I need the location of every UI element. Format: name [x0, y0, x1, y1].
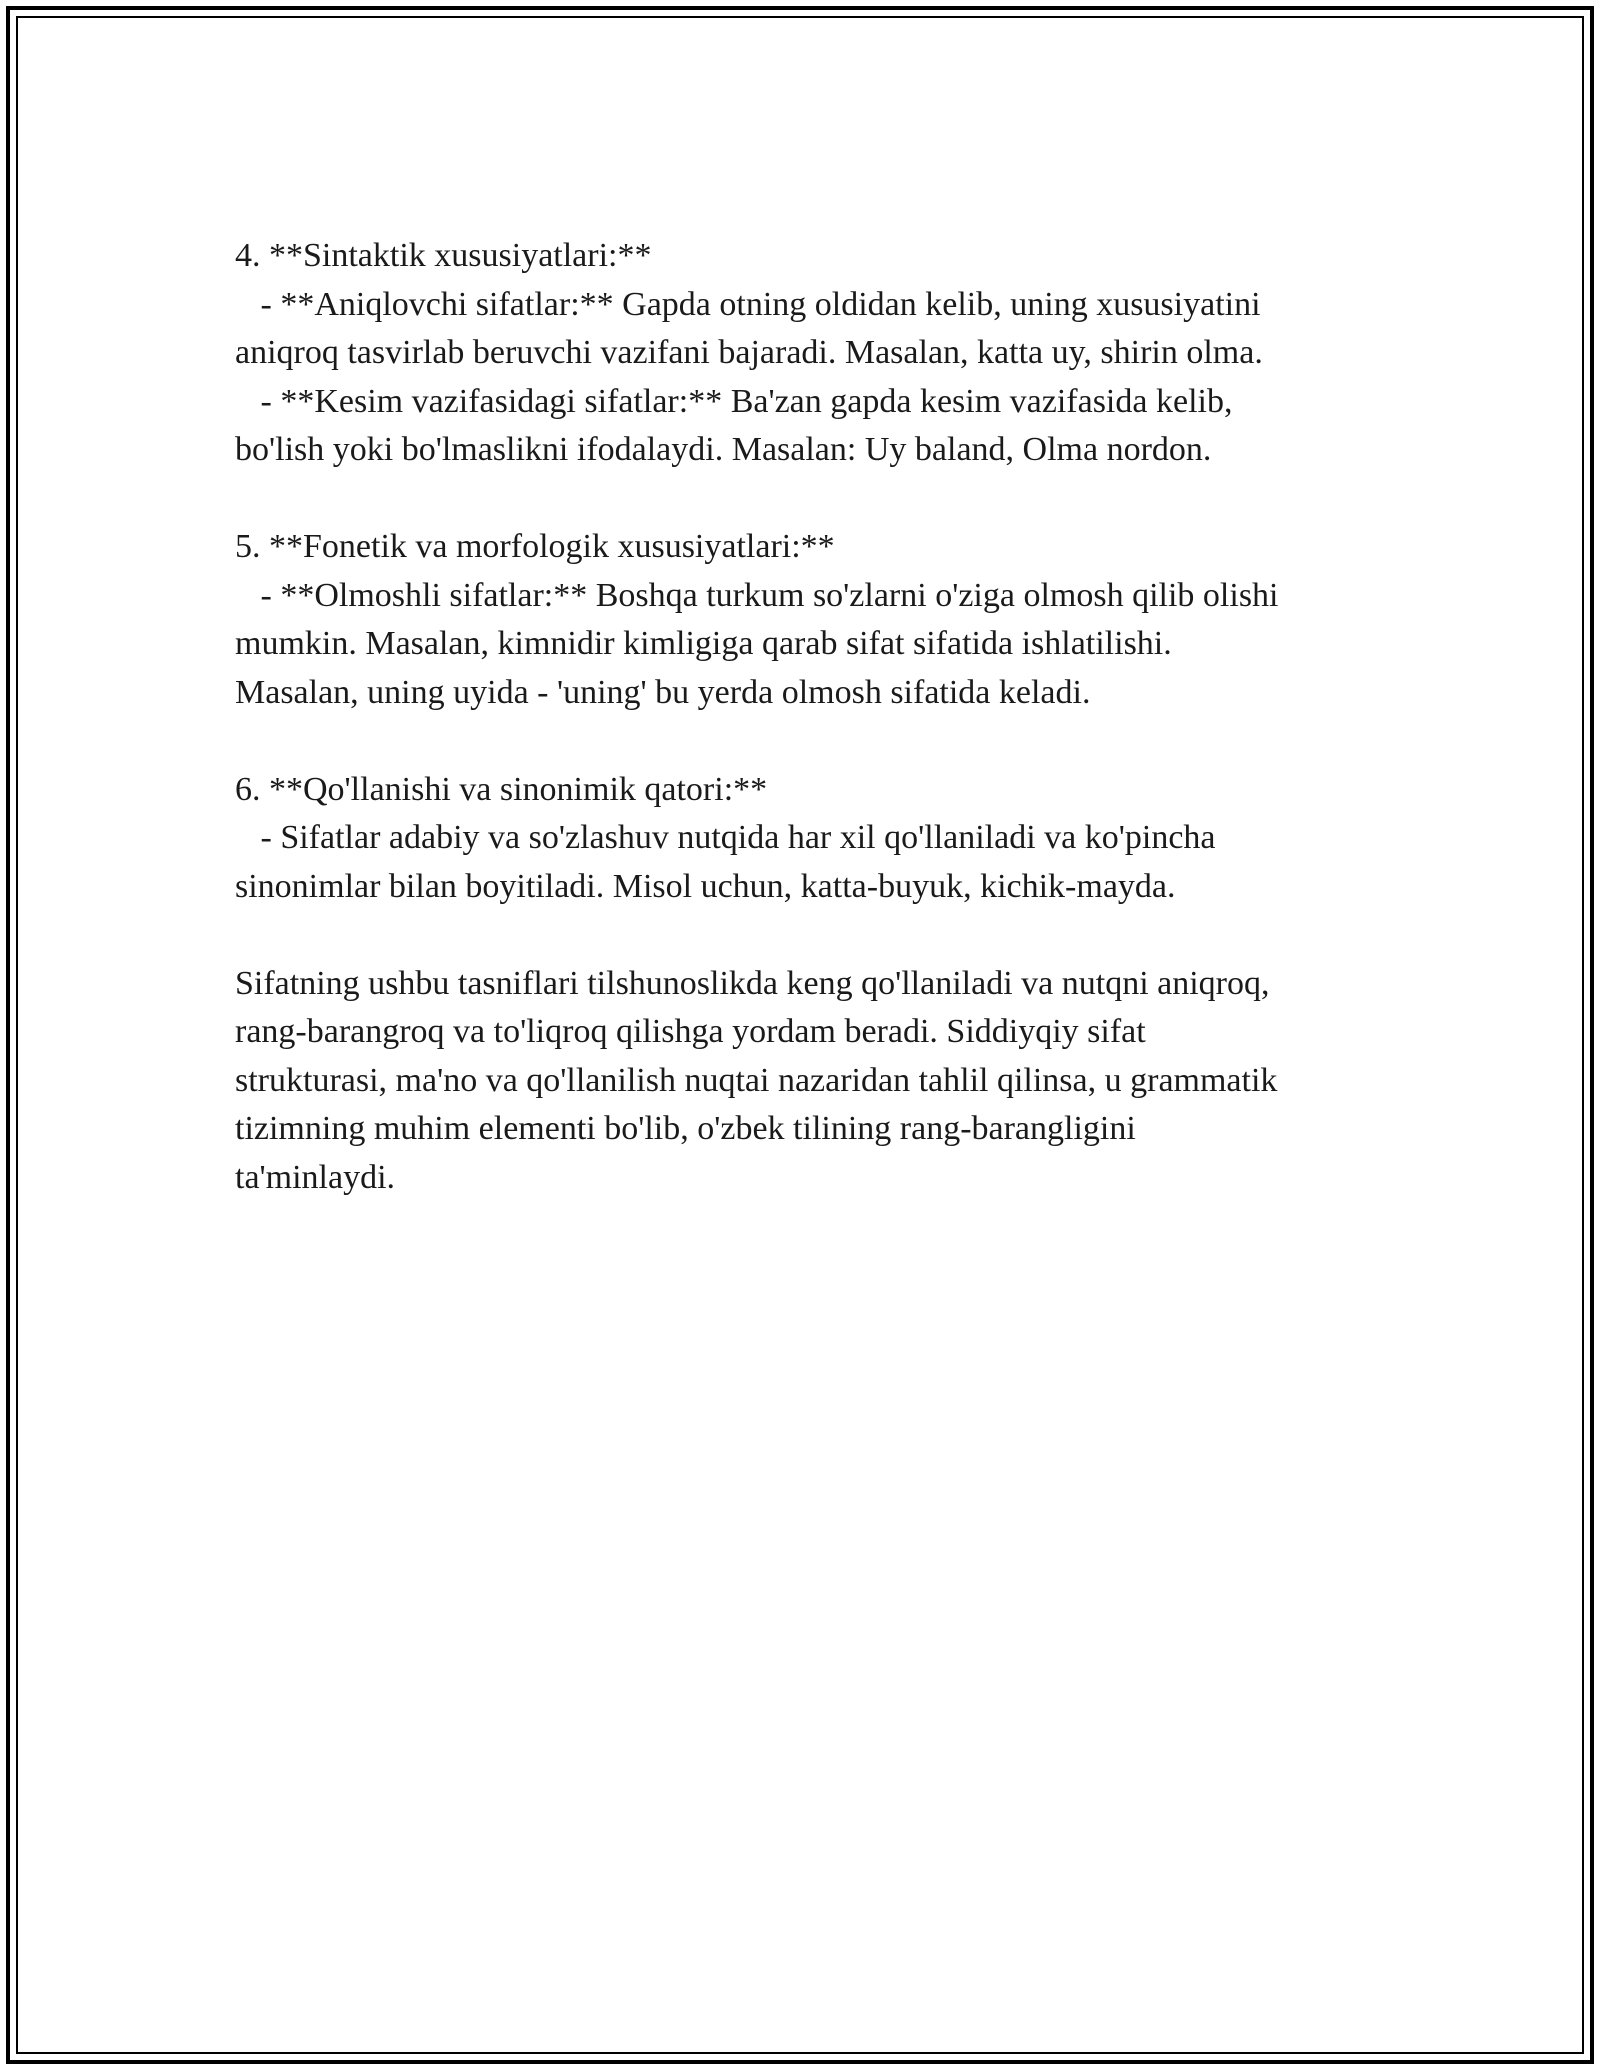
text-line: sinonimlar bilan boyitiladi. Misol uchun, katta-buyuk, kichik-mayda.	[235, 867, 1176, 905]
section-4-heading: 4. **Sintaktik xususiyatlari:**	[235, 237, 652, 274]
paragraph-gap	[235, 717, 1385, 766]
text-line: bo'lish yoki bo'lmaslikni ifodalaydi. Masalan: Uy baland, Olma nordon.	[235, 431, 1212, 468]
text-line: - **Kesim vazifasidagi sifatlar:** Ba'zan gapda kesim vazifasida kelib,	[235, 382, 1233, 420]
text-line: - **Aniqlovchi sifatlar:** Gapda otning oldidan kelib, uning xususiyatini	[235, 285, 1261, 323]
section-5-heading: 5. **Fonetik va morfologik xususiyatlari:**	[235, 528, 835, 565]
conclusion-line: tizimning muhim elementi bo'lib, o'zbek tilining rang-barangligini	[235, 1110, 1136, 1147]
conclusion-line: Sifatning ushbu tasniflari tilshunoslikda keng qo'llaniladi va nutqni aniqroq,	[235, 964, 1270, 1002]
section-6-heading: 6. **Qo'llanishi va sinonimik qatori:**	[235, 770, 768, 808]
text-line: - Sifatlar adabiy va so'zlashuv nutqida har xil qo'llaniladi va ko'pincha	[235, 819, 1216, 856]
conclusion-line: ta'minlaydi.	[235, 1158, 396, 1196]
text-line: aniqroq tasvirlab beruvchi vazifani bajaradi. Masalan, katta uy, shirin olma.	[235, 334, 1263, 371]
conclusion-line: rang-barangroq va to'liqroq qilishga yordam beradi. Siddiyqiy sifat	[235, 1013, 1146, 1050]
text-line: mumkin. Masalan, kimnidir kimligiga qarab sifat sifatida ishlatilishi.	[235, 625, 1172, 662]
text-line: Masalan, uning uyida - 'uning' bu yerda olmosh sifatida keladi.	[235, 673, 1091, 711]
paragraph-gap	[235, 475, 1385, 524]
paragraph-gap	[235, 911, 1385, 960]
text-line: - **Olmoshli sifatlar:** Boshqa turkum so'zlarni o'ziga olmosh qilib olishi	[235, 576, 1279, 614]
conclusion-line: strukturasi, ma'no va qo'llanilish nuqtai nazaridan tahlil qilinsa, u grammatik	[235, 1061, 1278, 1099]
document-body	[235, 232, 1385, 1202]
